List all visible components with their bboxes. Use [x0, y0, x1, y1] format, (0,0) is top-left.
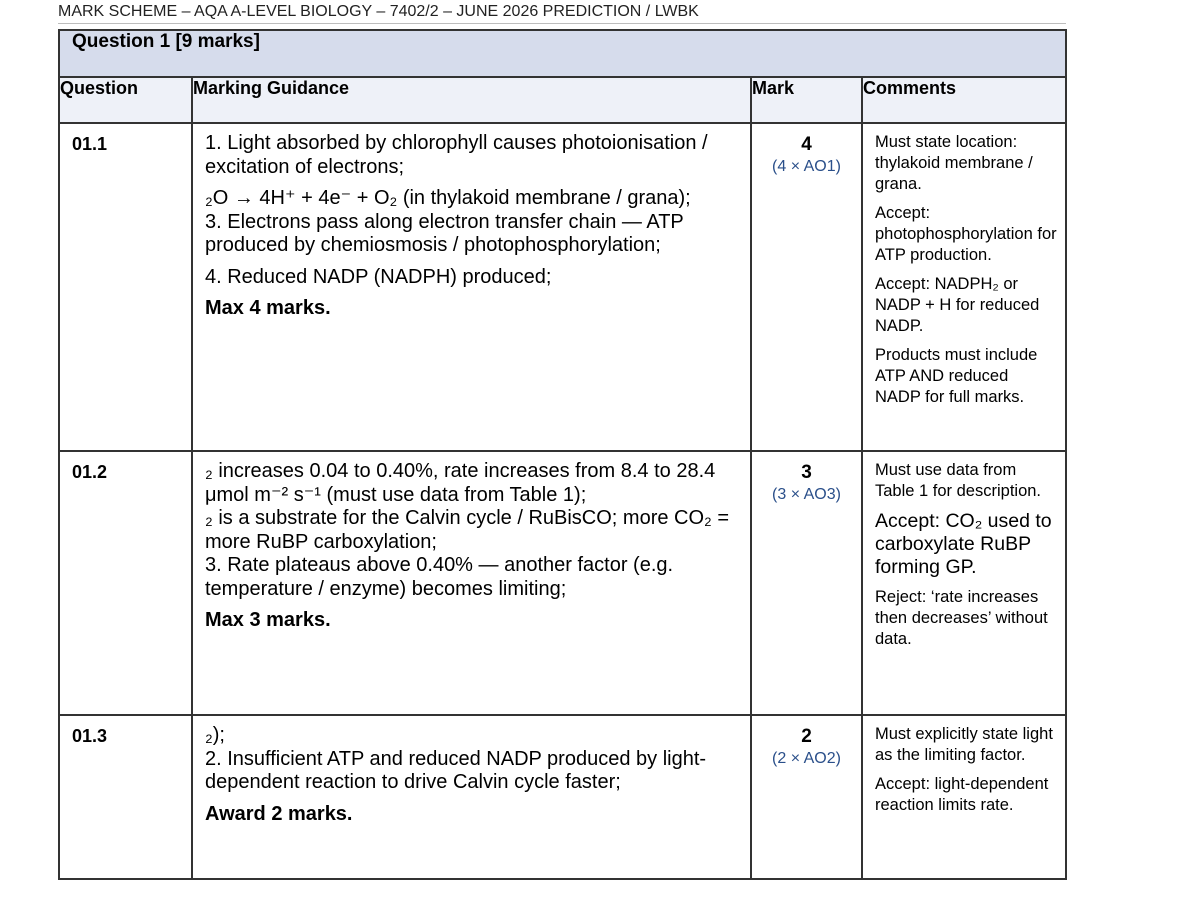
comment: Accept: light-dependent reaction limits rate. — [875, 775, 1049, 814]
comments-cell — [862, 715, 1066, 879]
comments-cell — [862, 123, 1066, 451]
guidance-point: 4. Reduced NADP (NADPH) produced; — [205, 265, 552, 288]
guidance-point: 1. Light absorbed by chlorophyll causes photoionisation / excitation of electrons; — [205, 132, 708, 178]
comment: Accept: photophosphorylation for ATP production. — [875, 204, 1057, 264]
guidance-point: 3. Rate plateaus above 0.40% — another factor (e.g. temperature / enzyme) becomes limiting; — [205, 554, 674, 600]
assessment-objective: (2 × AO2) — [772, 750, 841, 767]
table-row — [59, 123, 1066, 451]
mark-value: 2 — [801, 726, 812, 747]
column-header-row — [59, 77, 1066, 123]
table-row — [59, 451, 1066, 715]
column-header-mark: Mark — [751, 77, 862, 123]
column-header-question: Question — [59, 77, 192, 123]
mark-scheme-table — [58, 29, 1067, 880]
marking-guidance — [192, 451, 751, 715]
column-header-comments: Comments — [862, 77, 1066, 123]
mark-value: 4 — [801, 134, 812, 155]
guidance-max-marks: Award 2 marks. — [205, 802, 353, 825]
marking-guidance — [192, 123, 751, 451]
mark-value: 3 — [801, 462, 812, 483]
marking-guidance — [192, 715, 751, 879]
question-number: 01.1 — [59, 123, 192, 451]
question-number: 01.3 — [59, 715, 192, 879]
mark-cell — [751, 123, 862, 451]
guidance-max-marks: Max 3 marks. — [205, 609, 331, 631]
table-row — [59, 715, 1066, 879]
comment: Reject: ‘rate increases then decreases’ without data. — [875, 588, 1048, 648]
guidance-max-marks: Max 4 marks. — [205, 297, 331, 319]
guidance-point: ₂ is a substrate for the Calvin cycle / RuBisCO; more CO₂ = more RuBP carboxylation; — [205, 507, 730, 553]
assessment-objective: (3 × AO3) — [772, 486, 841, 503]
guidance-point: 3. Electrons pass along electron transfer chain — ATP produced by chemiosmosis / photophosphorylation; — [205, 210, 684, 256]
guidance-point: ₂ increases 0.04 to 0.40%, rate increases from 8.4 to 28.4 μmol m⁻² s⁻¹ (must use data from Table 1); — [205, 460, 716, 506]
comment: Must state location: thylakoid membrane / grana. — [875, 133, 1033, 193]
comment: Accept: NADPH₂ or NADP + H for reduced NADP. — [875, 275, 1040, 335]
guidance-point: 2. Insufficient ATP and reduced NADP produced by light-dependent reaction to drive Calvin cycle faster; — [205, 747, 707, 793]
assessment-objective: (4 × AO1) — [772, 158, 841, 175]
comment: Must explicitly state light as the limiting factor. — [875, 725, 1053, 764]
comments-cell — [862, 451, 1066, 715]
guidance-point: ₂O → 4H⁺ + 4e⁻ + O₂ (in thylakoid membrane / grana); — [205, 187, 691, 209]
comment: Must use data from Table 1 for description. — [875, 461, 1042, 500]
comment: Products must include ATP AND reduced NADP for full marks. — [875, 346, 1038, 406]
running-header: MARK SCHEME – AQA A-LEVEL BIOLOGY – 7402/2 – JUNE 2026 PREDICTION / LWBK — [58, 2, 1066, 24]
column-header-guidance: Marking Guidance — [192, 77, 751, 123]
mark-cell — [751, 451, 862, 715]
comment: Accept: CO₂ used to carboxylate RuBP forming GP. — [875, 510, 1052, 578]
guidance-point: ₂); — [205, 724, 225, 746]
question-title: Question 1 [9 marks] — [72, 31, 260, 52]
question-title-row — [59, 30, 1066, 77]
mark-cell — [751, 715, 862, 879]
question-number: 01.2 — [59, 451, 192, 715]
